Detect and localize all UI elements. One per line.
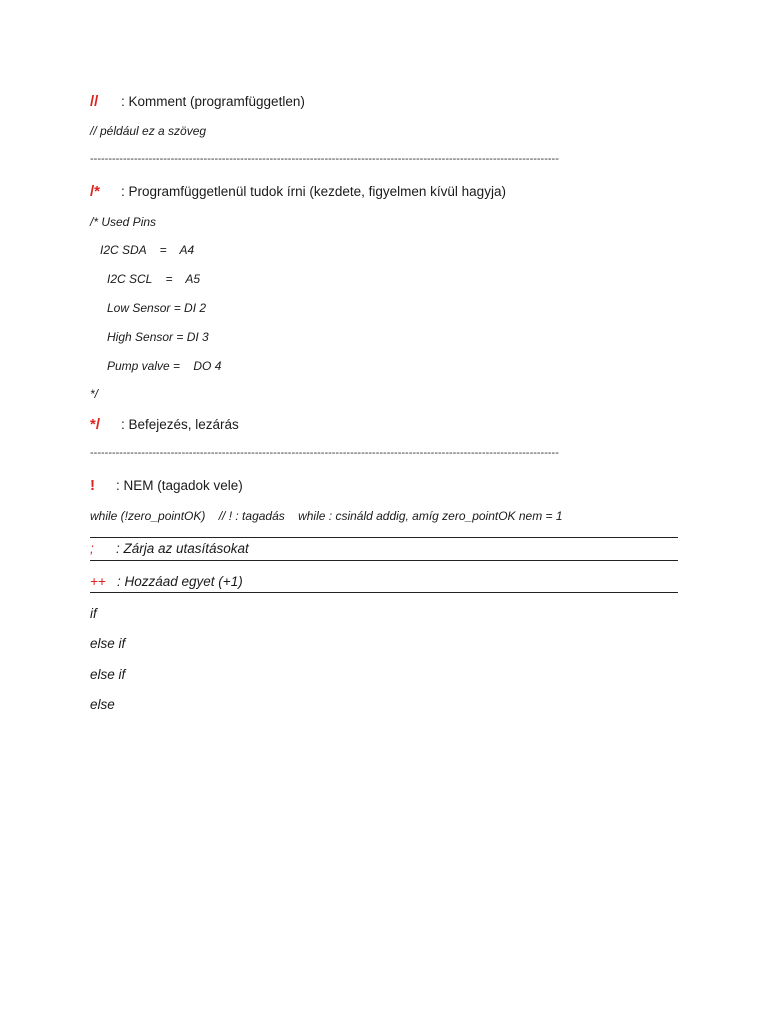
not-description: : NEM (tagadok vele): [116, 478, 243, 493]
not-example: while (!zero_pointOK) // ! : tagadás while : csináld addig, amíg zero_pointOK nem = 1: [90, 509, 563, 523]
block-comment-description: : Programfüggetlenül tudok írni (kezdete, figyelmen kívül hagyja): [121, 184, 506, 199]
increment-symbol: ++: [90, 574, 106, 589]
rule-top: [90, 537, 678, 538]
block-end-description: : Befejezés, lezárás: [121, 417, 239, 432]
not-heading: [90, 477, 243, 495]
block-line: /* Used Pins: [90, 215, 157, 229]
conditional-if: if: [90, 606, 97, 621]
comment-heading: [90, 93, 305, 111]
block-line: Low Sensor = DI 2: [107, 301, 207, 315]
block-line: High Sensor = DI 3: [107, 330, 209, 344]
divider-2: --------------------------------------------------------------------------------------------------------------------------------: [90, 447, 559, 459]
block-line: I2C SCL = A5: [107, 272, 201, 286]
conditional-else: else: [90, 697, 115, 712]
block-line: I2C SDA = A4: [100, 243, 195, 257]
semicolon-symbol: ;: [90, 541, 94, 556]
block-end-symbol: */: [90, 416, 101, 433]
block-comment-heading: [90, 183, 506, 201]
conditional-else-if: else if: [90, 667, 126, 682]
block-line: */: [90, 387, 99, 401]
not-symbol: !: [90, 477, 95, 494]
conditional-else-if: else if: [90, 636, 126, 651]
comment-symbol: //: [90, 93, 99, 110]
divider-1: --------------------------------------------------------------------------------------------------------------------------------: [90, 153, 559, 165]
increment-description: : Hozzáad egyet (+1): [117, 574, 243, 589]
semicolon-row: [90, 540, 249, 558]
comment-description: : Komment (programfüggetlen): [121, 94, 305, 109]
rule-bottom: [90, 592, 678, 593]
block-line: Pump valve = DO 4: [107, 359, 222, 373]
increment-row: [90, 573, 243, 591]
semicolon-description: : Zárja az utasításokat: [116, 541, 249, 556]
comment-example: // például ez a szöveg: [90, 124, 207, 138]
block-end-heading: [90, 416, 239, 434]
rule-middle: [90, 560, 678, 561]
block-comment-symbol: /*: [90, 183, 101, 200]
